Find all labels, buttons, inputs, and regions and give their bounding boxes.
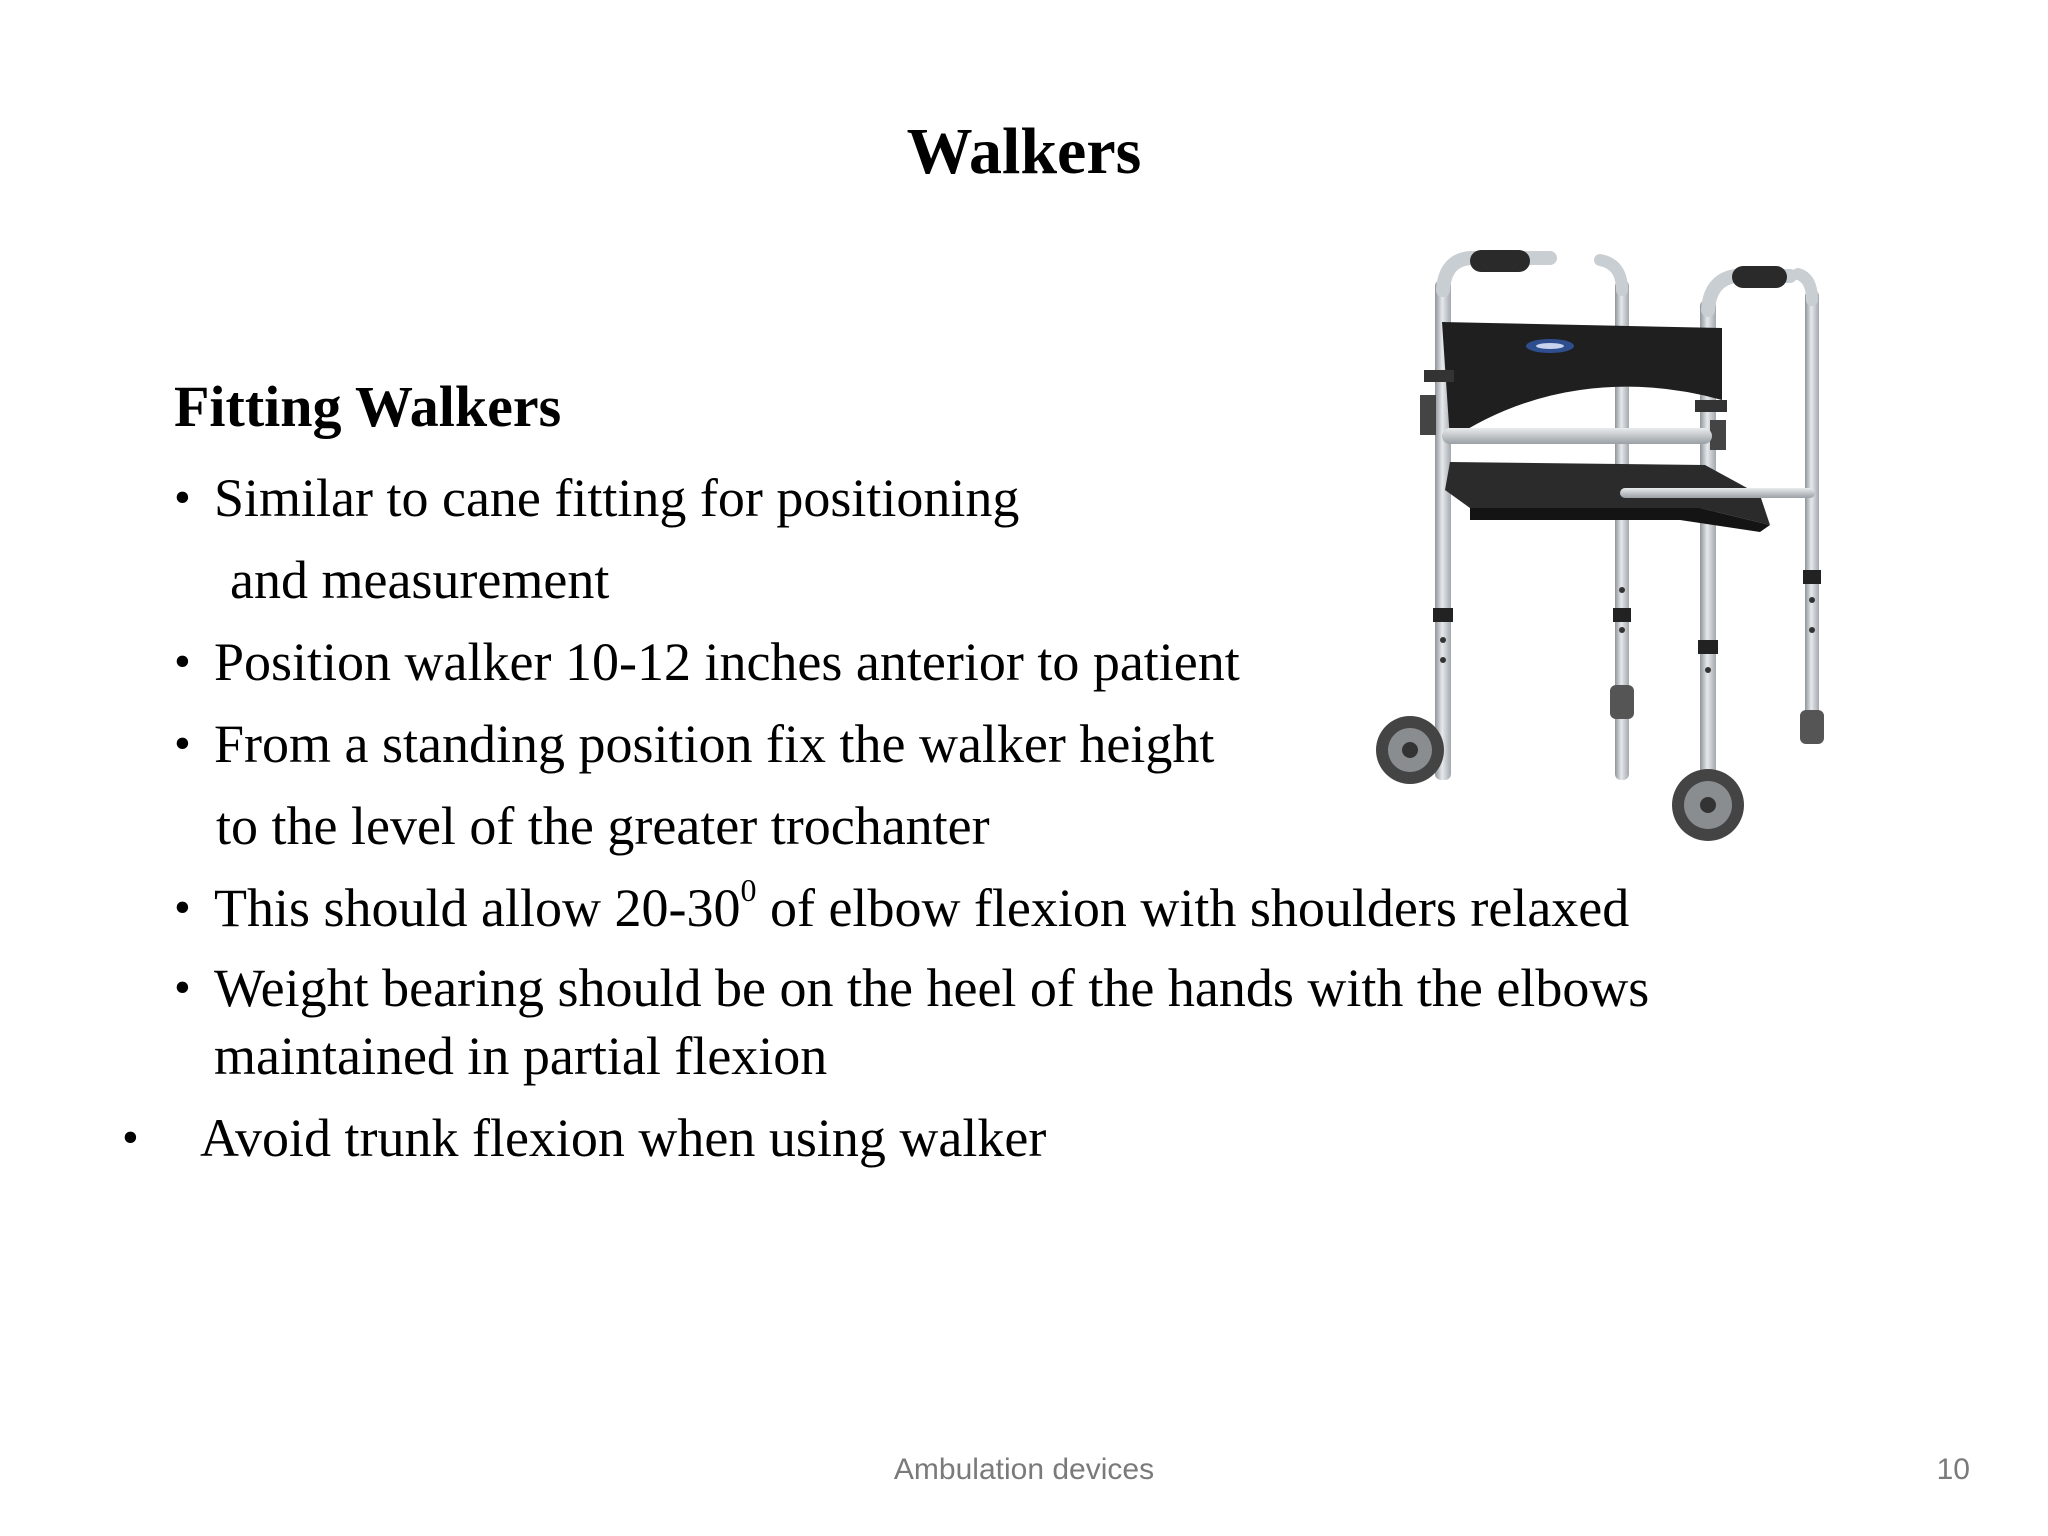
bullet-5-line-2: maintained in partial flexion	[214, 1026, 828, 1086]
slide-title: Walkers	[906, 115, 1142, 188]
subheading-fitting-walkers: Fitting Walkers	[174, 374, 562, 439]
bullet-3-line-2: to the level of the greater trochanter	[216, 796, 990, 856]
degree-superscript: 0	[740, 872, 757, 908]
outer-bullet-line: Avoid trunk flexion when using walker	[200, 1108, 1047, 1168]
bullet-dot: •	[174, 471, 191, 524]
bullet-dot: •	[174, 717, 191, 770]
bullet-4-line-1	[214, 872, 1630, 941]
bullet-2-line-1: Position walker 10-12 inches anterior to patient	[214, 632, 1240, 692]
bullet-1-line-2: and measurement	[230, 550, 610, 610]
bullet-1-line-1: Similar to cane fitting for positioning	[214, 468, 1020, 528]
bullet-5-line-1: Weight bearing should be on the heel of the hands with the elbows	[214, 958, 1650, 1018]
bullet-dot: •	[174, 961, 191, 1014]
footer-text: Ambulation devices	[893, 1453, 1155, 1486]
bullet-4-text-post: of elbow flexion with shoulders relaxed	[756, 878, 1630, 938]
walker-image	[1350, 250, 1870, 850]
bullet-3-line-1: From a standing position fix the walker height	[214, 714, 1215, 774]
bullet-4-text-pre: This should allow 20-30	[214, 878, 741, 938]
bullet-dot: •	[174, 881, 191, 934]
outer-bullet-dot: •	[122, 1111, 139, 1164]
bullet-dot: •	[174, 635, 191, 688]
page-number: 10	[1936, 1453, 1970, 1486]
